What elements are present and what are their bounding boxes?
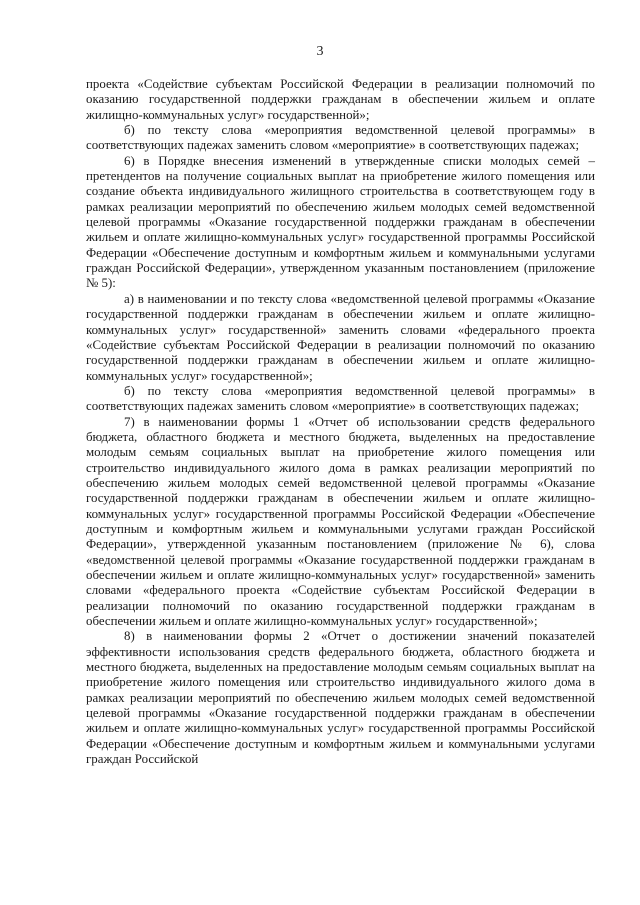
paragraph-item-b: б) по тексту слова «мероприятия ведомственной целевой программы» в соответствующих падежах заменить словом «мероприятие» в соответствующих падежах; [86,123,595,153]
paragraph-item-8: 8) в наименовании формы 2 «Отчет о достижении значений показателей эффективности использования средств федерального бюджета, областного бюджета и местного бюджета, выделенных на предоставление молодым семьям социальных выплат на приобретение жилого помещения или строительство индивидуального жилого дома в рамках реализации мероприятий по обеспечению жильем молодых семей ведомственной целевой программы «Оказание государственной поддержки гражданам в обеспечении жильем и оплате жилищно-коммунальных услуг» государственной программы Российской Федерации «Обеспечение доступным и комфортным жильем и коммунальными услугами граждан Российской [86,629,595,767]
paragraph-item-6: 6) в Порядке внесения изменений в утвержденные списки молодых семей – претендентов на получение социальных выплат на приобретение жилого помещения или создание объекта индивидуального жилищного строительства в соответствующем году в рамках реализации мероприятий по обеспечению жильем молодых семей ведомственной целевой программы «Оказание государственной поддержки гражданам в обеспечении жильем и оплате жилищно-коммунальных услуг» государственной программы Российской Федерации «Обеспечение доступным и комфортным жильем и коммунальными услугами граждан Российской Федерации», утвержденном указанным постановлением (приложение № 5): [86,153,595,291]
paragraph-item-b: б) по тексту слова «мероприятия ведомственной целевой программы» в соответствующих падежах заменить словом «мероприятие» в соответствующих падежах; [86,383,595,414]
paragraph-continuation: проекта «Содействие субъектам Российской Федерации в реализации полномочий по оказанию государственной поддержки гражданам в обеспечении жильем и оплате жилищно-коммунальных услуг» государственной»; [86,77,595,122]
paragraph-item-7: 7) в наименовании формы 1 «Отчет об использовании средств федерального бюджета, областного бюджета и местного бюджета, выделенных на предоставление молодым семьям социальных выплат на приобретение жилого помещения или строительство индивидуального жилого дома в рамках реализации мероприятий по обеспечению жильем молодых семей ведомственной целевой программы «Оказание государственной поддержки гражданам в обеспечении жильем и оплате жилищно-коммунальных услуг» государственной программы Российской Федерации «Обеспечение доступным и комфортным жильем и коммунальными услугами граждан Российской Федерации», утвержденной указанным постановлением (приложение № 6), слова «ведомственной целевой программы «Оказание государственной поддержки гражданам в обеспечении жильем и оплате жилищно-коммунальных услуг» государственной» заменить словами «федерального проекта «Содействие субъектам Российской Федерации в реализации полномочий по оказанию государственной поддержки гражданам в обеспечении жильем и оплате жилищно-коммунальных услуг» государственной»; [86,414,595,629]
document-body [86,77,595,767]
page-number: 3 [316,44,324,59]
paragraph-item-a: а) в наименовании и по тексту слова «ведомственной целевой программы «Оказание государственной поддержки гражданам в обеспечении жильем и оплате жилищно-коммунальных услуг» государственной» заменить словами «федерального проекта «Содействие субъектам Российской Федерации в реализации полномочий по оказанию государственной поддержки гражданам в обеспечении жильем и оплате жилищно-коммунальных услуг» государственной»; [86,291,595,383]
